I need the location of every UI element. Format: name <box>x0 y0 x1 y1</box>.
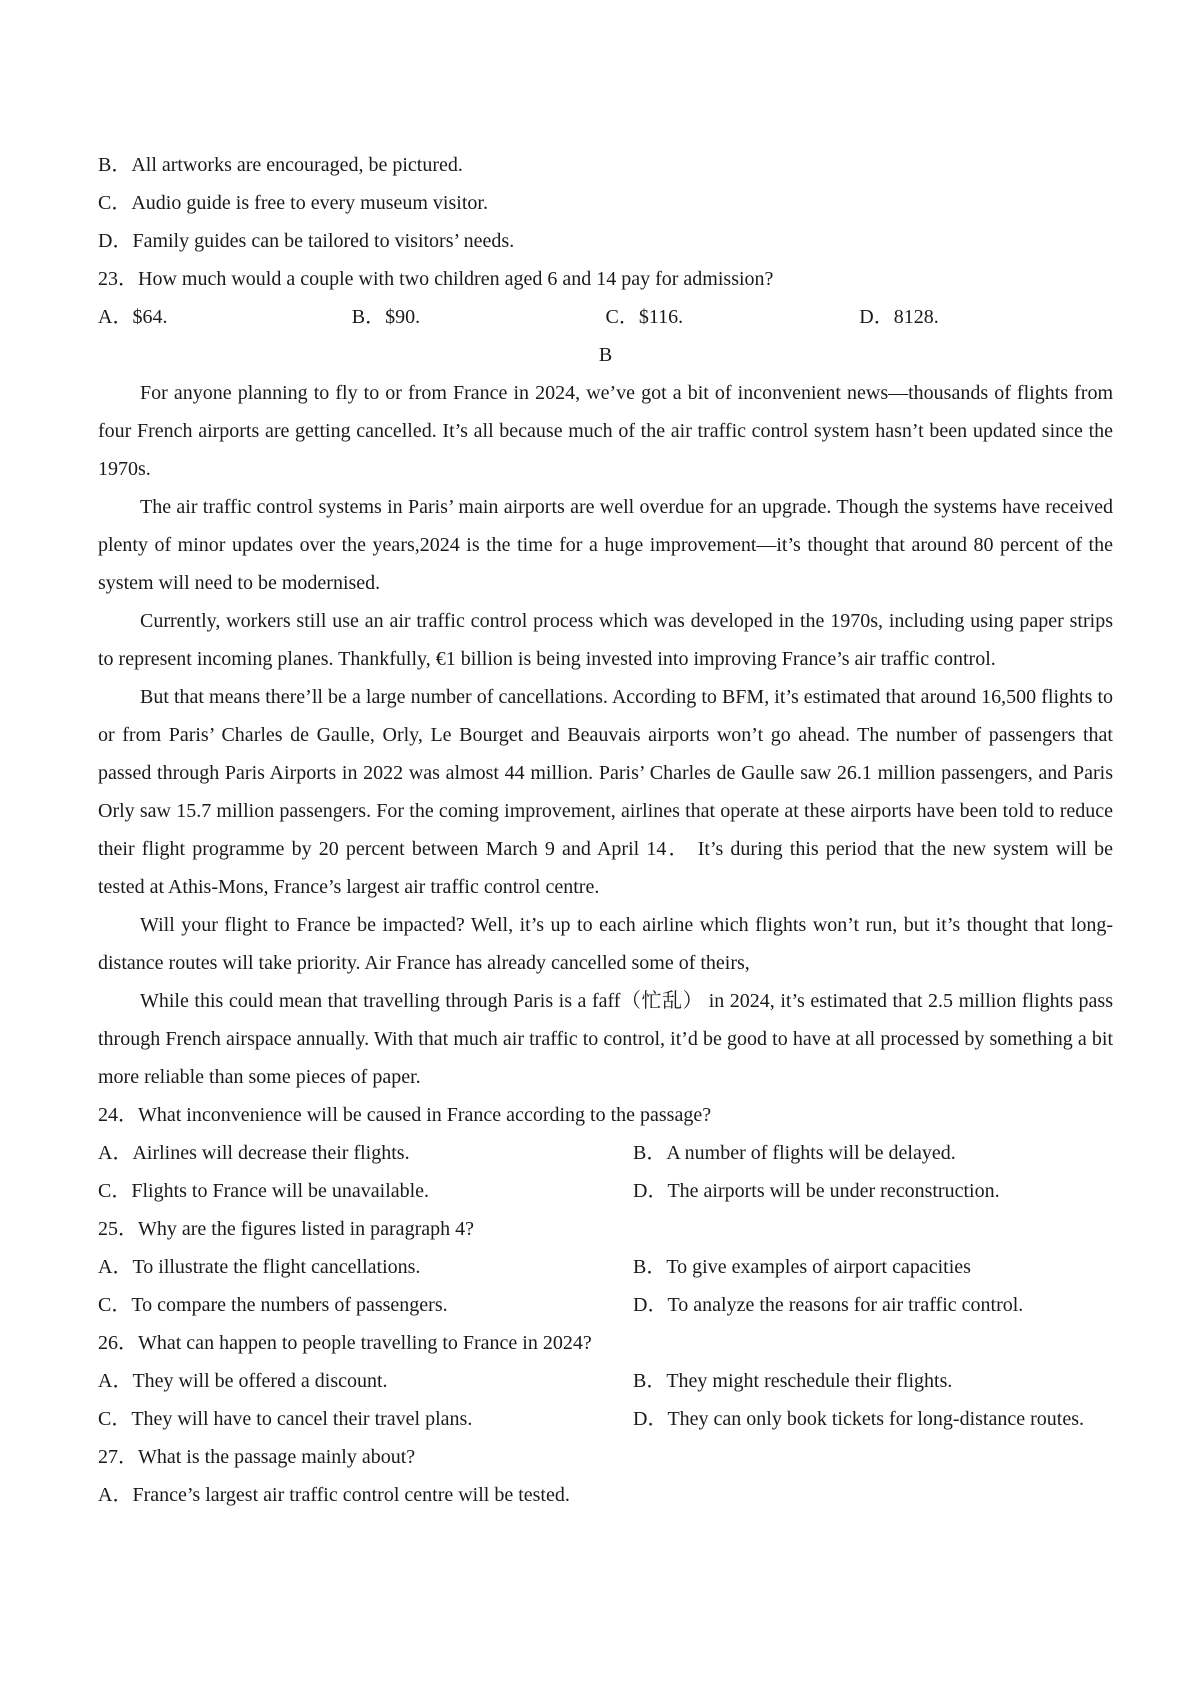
q25-option-a: A．To illustrate the flight cancellations. <box>98 1256 421 1278</box>
q24-option-a: A．Airlines will decrease their flights. <box>98 1142 410 1164</box>
q22-option-c: C．Audio guide is free to every museum visitor. <box>98 192 488 214</box>
q23-option-d: D．8128. <box>859 306 939 328</box>
q24-option-b: B．A number of flights will be delayed. <box>633 1142 956 1164</box>
q22-option-d: D．Family guides can be tailored to visitors’ needs. <box>98 230 515 252</box>
q26-option-a: A．They will be offered a discount. <box>98 1370 388 1392</box>
q23-option-b: B．$90. <box>351 306 421 328</box>
q23-option-a: A．$64. <box>98 306 168 328</box>
q24-options-row-1 <box>98 1134 1113 1172</box>
q23-options <box>98 298 1113 336</box>
q26-options-row-2 <box>98 1400 1113 1438</box>
q25-option-d: D．To analyze the reasons for air traffic control. <box>633 1294 1024 1316</box>
page-content <box>98 146 1113 1514</box>
q22-option-b: B．All artworks are encouraged, be pictured. <box>98 154 463 176</box>
q27-option-a: A．France’s largest air traffic control centre will be tested. <box>98 1484 570 1506</box>
q25-question: 25．Why are the figures listed in paragraph 4? <box>98 1218 474 1240</box>
q23-question: 23．How much would a couple with two children aged 6 and 14 pay for admission? <box>98 268 774 290</box>
q24-option-d: D．The airports will be under reconstruction. <box>633 1180 1000 1202</box>
section-label: B <box>598 344 613 366</box>
passage-paragraph-3: Currently, workers still use an air traffic control process which was developed in the 1970s, including using paper strips to represent incoming planes. Thankfully, €1 billion is being invested into improving France’s air traffic control. <box>98 610 1113 670</box>
q25-options-row-1 <box>98 1248 1113 1286</box>
q25-option-c: C．To compare the numbers of passengers. <box>98 1294 448 1316</box>
q25-options-row-2 <box>98 1286 1113 1324</box>
q26-option-d: D．They can only book tickets for long-distance routes. <box>633 1408 1084 1430</box>
passage-paragraph-2: The air traffic control systems in Paris’ main airports are well overdue for an upgrade. Though the systems have received plenty of minor updates over the years,2024 is the time for a huge improvement—it’s thought that around 80 percent of the system will need to be modernised. <box>98 496 1113 594</box>
q24-options-row-2 <box>98 1172 1113 1210</box>
q23-option-c: C．$116. <box>605 306 684 328</box>
q26-question: 26．What can happen to people travelling to France in 2024? <box>98 1332 592 1354</box>
q24-option-c: C．Flights to France will be unavailable. <box>98 1180 430 1202</box>
q27-question: 27．What is the passage mainly about? <box>98 1446 416 1468</box>
passage-paragraph-1: For anyone planning to fly to or from France in 2024, we’ve got a bit of inconvenient news—thousands of flights from four French airports are getting cancelled. It’s all because much of the air traffic control system hasn’t been updated since the 1970s. <box>98 382 1113 480</box>
q26-option-c: C．They will have to cancel their travel plans. <box>98 1408 473 1430</box>
q26-options-row-1 <box>98 1362 1113 1400</box>
passage-paragraph-5: Will your flight to France be impacted? Well, it’s up to each airline which flights won’t run, but it’s thought that long-distance routes will take priority. Air France has already cancelled some of theirs, <box>98 914 1113 974</box>
q25-option-b: B．To give examples of airport capacities <box>633 1256 971 1278</box>
passage-paragraph-4: But that means there’ll be a large number of cancellations. According to BFM, it’s estimated that around 16,500 flights to or from Paris’ Charles de Gaulle, Orly, Le Bourget and Beauvais airports won’t go ahead. The number of passengers that passed through Paris Airports in 2022 was almost 44 million. Paris’ Charles de Gaulle saw 26.1 million passengers, and Paris Orly saw 15.7 million passengers. For the coming improvement, airlines that operate at these airports have been told to reduce their flight programme by 20 percent between March 9 and April 14． It’s during this period that the new system will be tested at Athis-Mons, France’s largest air traffic control centre. <box>98 686 1113 898</box>
q24-question: 24．What inconvenience will be caused in France according to the passage? <box>98 1104 712 1126</box>
passage-paragraph-6: While this could mean that travelling through Paris is a faff（忙乱） in 2024, it’s estimated that 2.5 million flights pass through French airspace annually. With that much air traffic to control, it’d be good to have at all processed by something a bit more reliable than some pieces of paper. <box>98 990 1113 1088</box>
q26-option-b: B．They might reschedule their flights. <box>633 1370 953 1392</box>
